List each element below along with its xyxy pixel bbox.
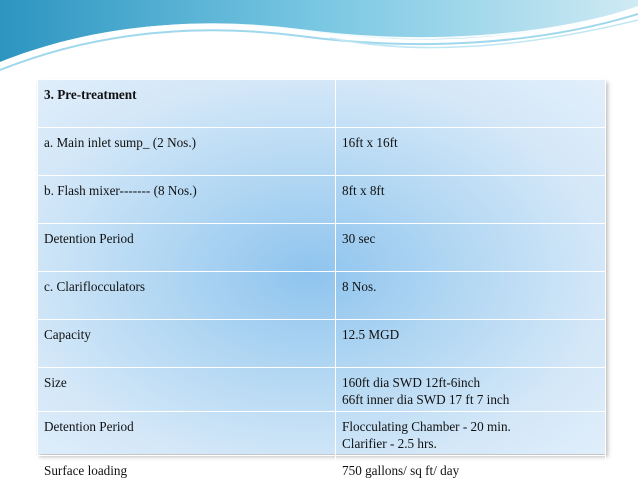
table-cell-value: 8ft x 8ft: [336, 176, 606, 224]
table-cell-value: [336, 368, 606, 412]
value-line: Clarifier - 2.5 hrs.: [342, 436, 437, 451]
table-cell-label: Surface loading: [38, 456, 336, 496]
table-row: [38, 128, 606, 176]
table-cell-label: c. Clariflocculators: [38, 272, 336, 320]
table-row: [38, 320, 606, 368]
table-cell-label: b. Flash mixer------- (8 Nos.): [38, 176, 336, 224]
table-cell-label: Size: [38, 368, 336, 412]
table-row: [38, 456, 606, 496]
table-row: [38, 176, 606, 224]
table-cell-value: [336, 412, 606, 456]
table-row: [38, 412, 606, 456]
table-cell-value: 750 gallons/ sq ft/ day: [336, 456, 606, 496]
pretreatment-table: [37, 79, 606, 478]
table-cell-value: 16ft x 16ft: [336, 128, 606, 176]
table-cell-label: Detention Period: [38, 412, 336, 456]
table-cell-label: Detention Period: [38, 224, 336, 272]
value-line: 66ft inner dia SWD 17 ft 7 inch: [342, 392, 510, 407]
value-line: Flocculating Chamber - 20 min.: [342, 419, 511, 434]
table-row: [38, 272, 606, 320]
table-cell-label: Capacity: [38, 320, 336, 368]
table-row: [38, 80, 606, 128]
table-cell-value: 30 sec: [336, 224, 606, 272]
table-heading: 3. Pre-treatment: [38, 80, 336, 128]
table-cell-value: 12.5 MGD: [336, 320, 606, 368]
table-cell-label: a. Main inlet sump_ (2 Nos.): [38, 128, 336, 176]
table-cell: [336, 80, 606, 128]
value-line: 160ft dia SWD 12ft-6inch: [342, 375, 481, 390]
table-row: [38, 224, 606, 272]
table-row: [38, 368, 606, 412]
table-cell-value: 8 Nos.: [336, 272, 606, 320]
decorative-wave: [0, 0, 638, 80]
